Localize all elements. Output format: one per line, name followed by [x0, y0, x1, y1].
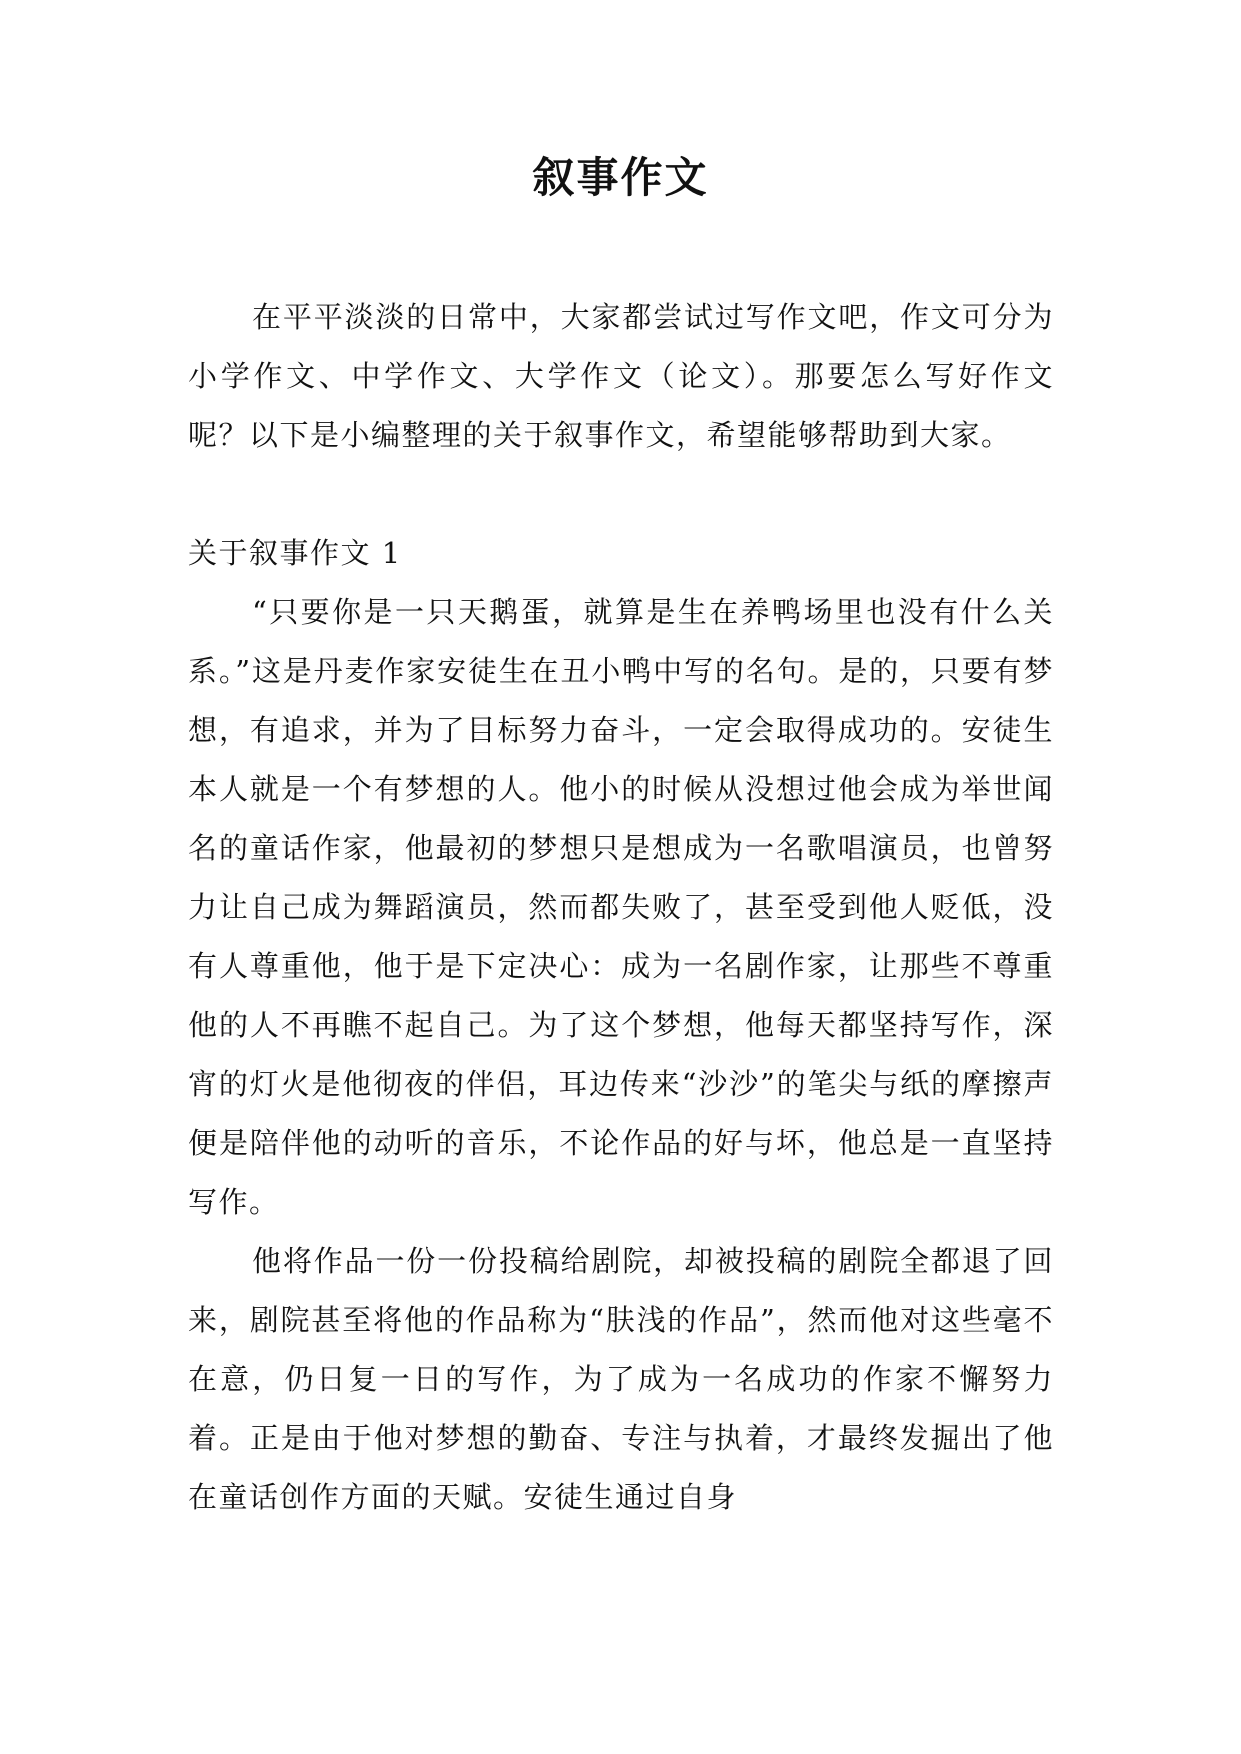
intro-paragraph: 在平平淡淡的日常中，大家都尝试过写作文吧，作文可分为小学作文、中学作文、大学作文（论文）。那要怎么写好作文呢？以下是小编整理的关于叙事作文，希望能够帮助到大家。 — [188, 300, 1054, 452]
body-paragraph-2: 他将作品一份一份投稿给剧院，却被投稿的剧院全都退了回来，剧院甚至将他的作品称为“肤浅的作品”，然而他对这些毫不在意，仍日复一日的写作，为了成为一名成功的作家不懈努力着。正是由于他对梦想的勤奋、专注与执着，才最终发掘出了他在童话创作方面的天赋。安徒生通过自身 — [188, 1244, 1054, 1514]
document-title: 叙事作文 — [532, 153, 709, 202]
section-heading: 关于叙事作文 1 — [188, 536, 402, 570]
document-body — [188, 288, 1054, 1527]
body-paragraph-1: “只要你是一只天鹅蛋，就算是生在养鸭场里也没有什么关系。”这是丹麦作家安徒生在丑小鸭中写的名句。是的，只要有梦想，有追求，并为了目标努力奋斗，一定会取得成功的。安徒生本人就是一个有梦想的人。他小的时候从没想过他会成为举世闻名的童话作家，他最初的梦想只是想成为一名歌唱演员，也曾努力让自己成为舞蹈演员，然而都失败了，甚至受到他人贬低，没有人尊重他，他于是下定决心：成为一名剧作家，让那些不尊重他的人不再瞧不起自己。为了这个梦想，他每天都坚持写作，深宵的灯火是他彻夜的伴侣，耳边传来“沙沙”的笔尖与纸的摩擦声便是陪伴他的动听的音乐，不论作品的好与坏，他总是一直坚持写作。 — [188, 595, 1054, 1219]
